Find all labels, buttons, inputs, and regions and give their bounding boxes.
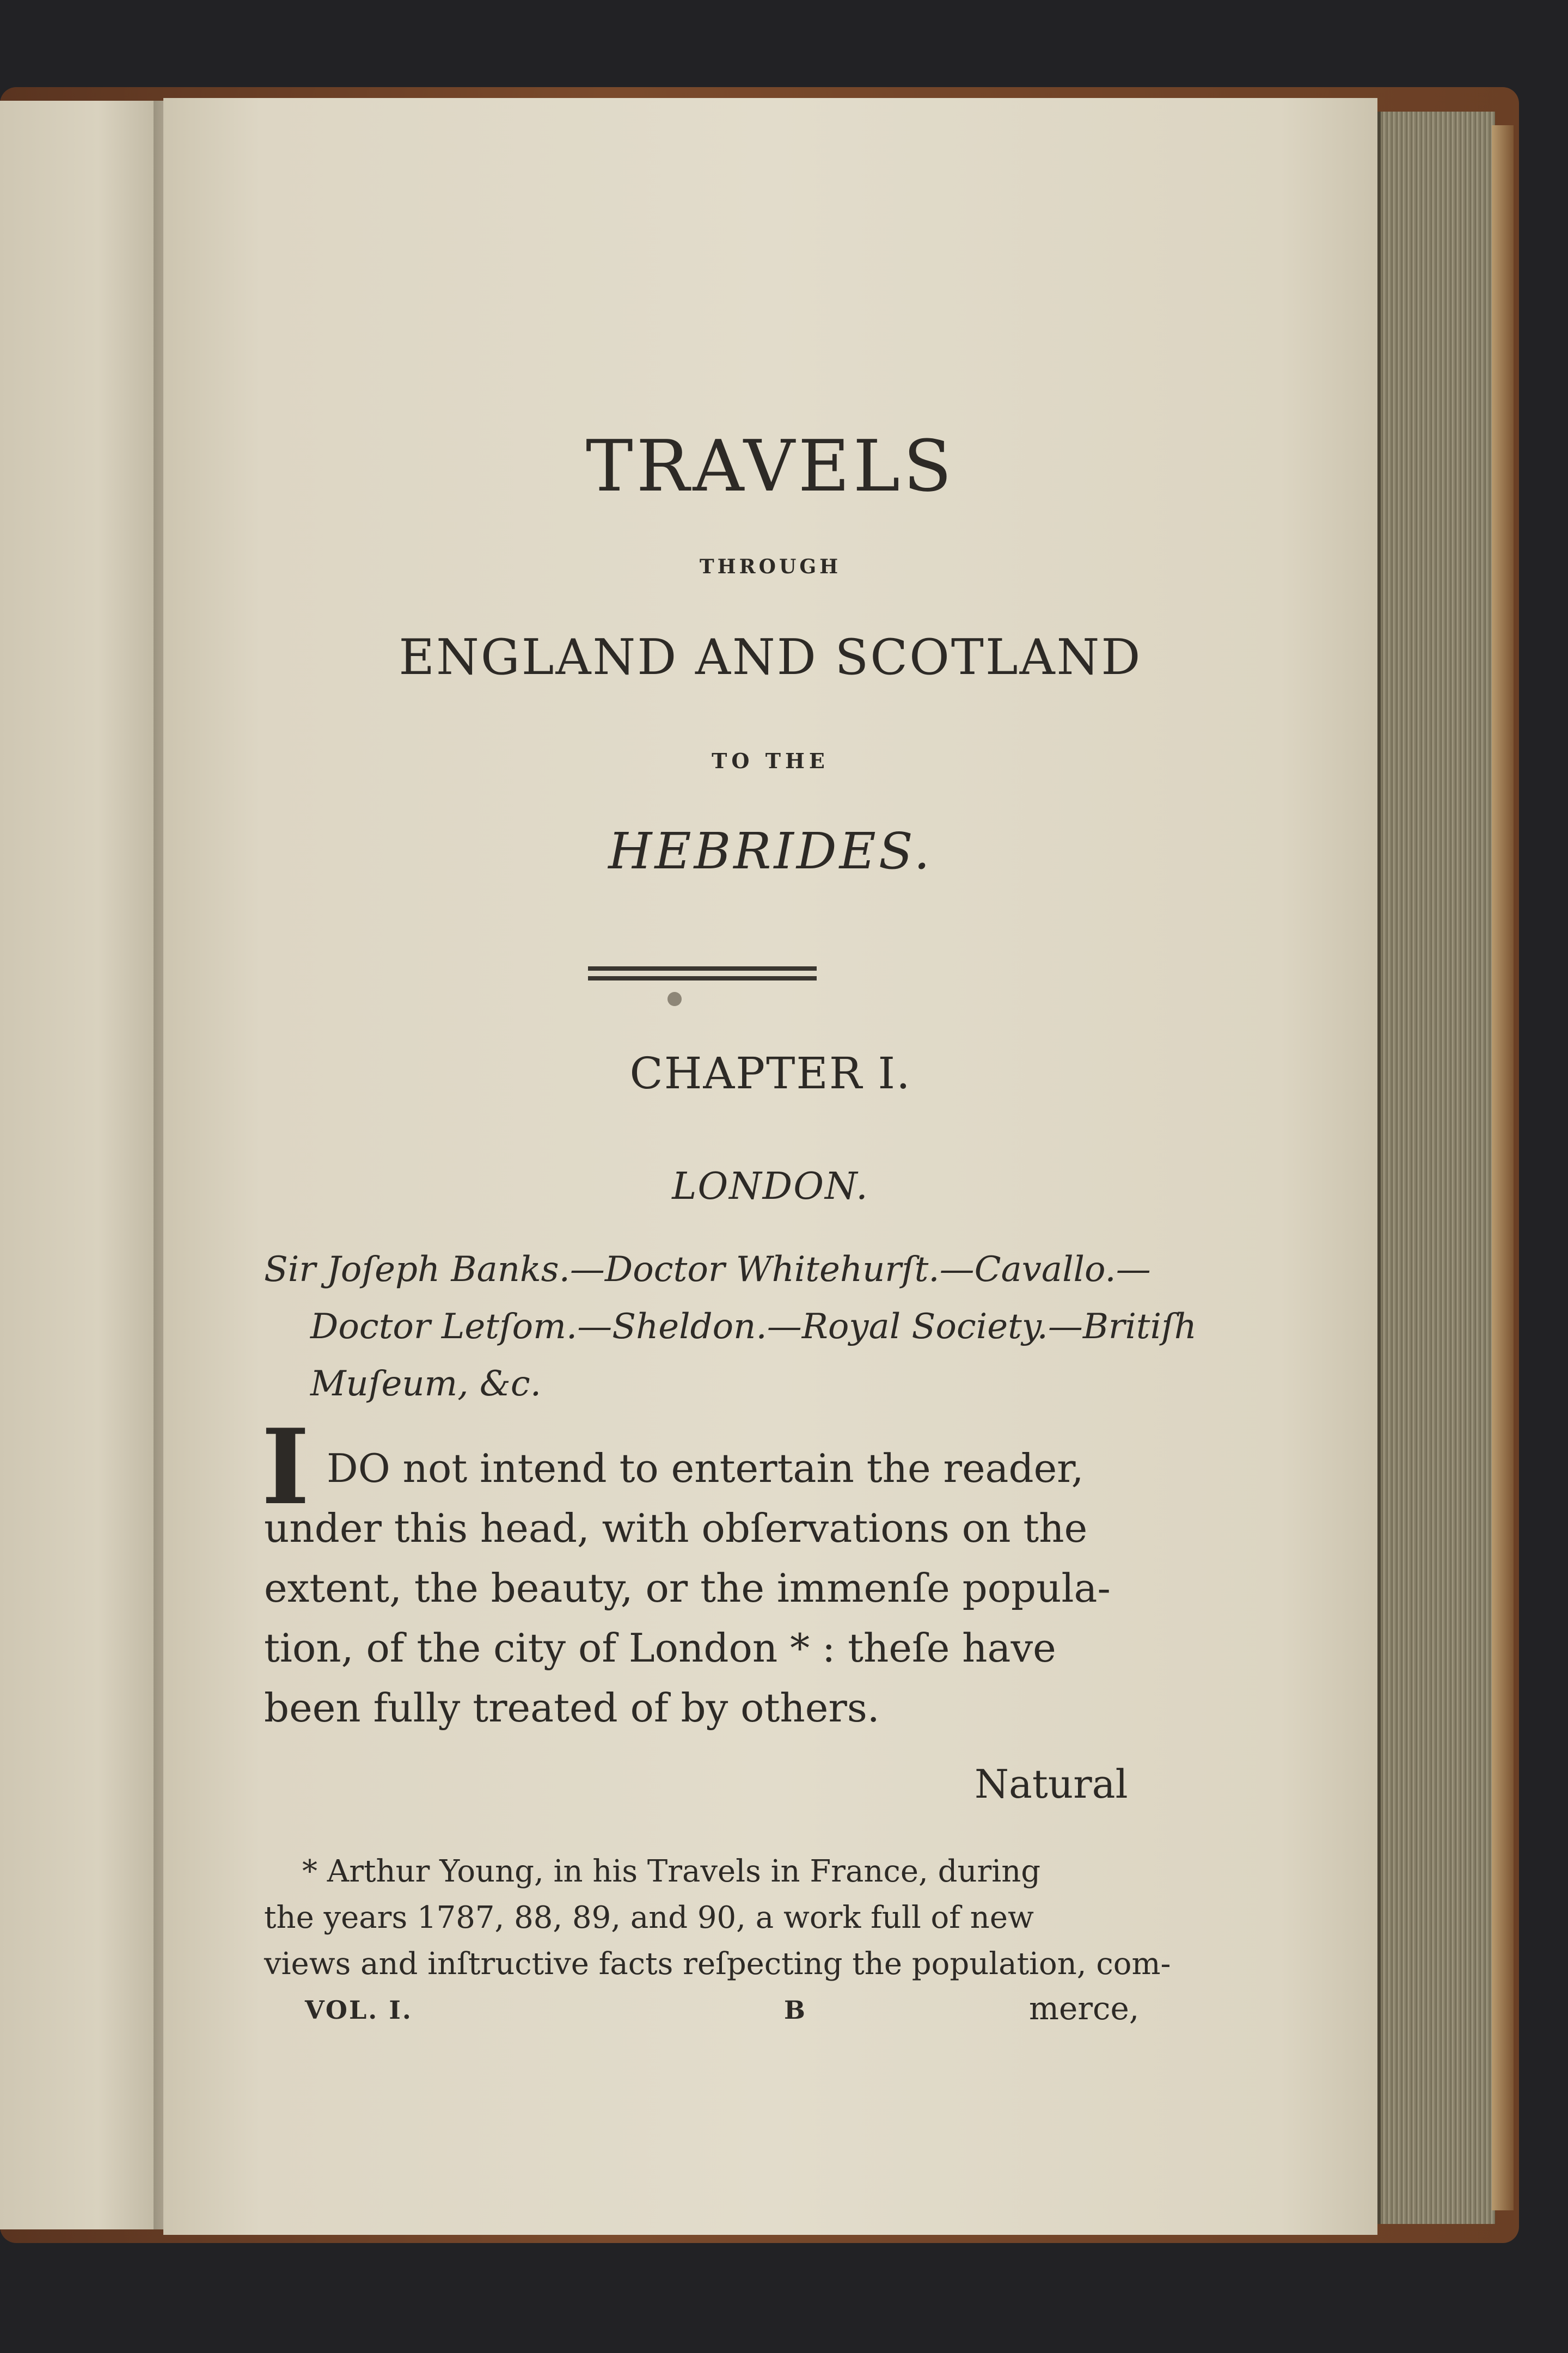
body-line: extent, the beauty, or the immenſe popula- — [264, 1565, 1111, 1611]
volume-mark: VOL. I. — [305, 1995, 413, 2025]
body-line: DO not intend to entertain the reader, — [327, 1445, 1084, 1491]
chapter-location: LONDON. — [672, 1165, 869, 1208]
ornament-rule-top — [588, 966, 817, 971]
title-to-the: TO THE — [712, 749, 829, 773]
book-destination: HEBRIDES. — [608, 822, 933, 880]
catchword: Natural — [975, 1761, 1128, 1807]
body-line: under this head, with obſervations on the — [264, 1505, 1088, 1551]
body-line: tion, of the city of London * : theſe have — [264, 1625, 1056, 1671]
cover-edge — [1492, 125, 1514, 2210]
footnote-catchword: merce, — [1029, 1990, 1140, 2027]
ornament-dot — [667, 992, 682, 1006]
footnote-line: the years 1787, 88, 89, and 90, a work full of new — [264, 1900, 1034, 1935]
book-subtitle: ENGLAND AND SCOTLAND — [399, 629, 1142, 686]
chapter-summary-line: Sir Joſeph Banks.—Doctor Whitehurſt.—Cavallo.— — [264, 1249, 1151, 1290]
book-title: TRAVELS — [585, 425, 955, 507]
signature-mark: B — [784, 1995, 807, 2025]
chapter-summary-line: Doctor Letſom.—Sheldon.—Royal Society.—Britiſh — [310, 1307, 1197, 1347]
footnote-line: * Arthur Young, in his Travels in France, during — [302, 1854, 1041, 1889]
ornament-rule-bottom — [588, 976, 817, 981]
page-edges — [1377, 112, 1495, 2224]
title-through: THROUGH — [699, 555, 842, 578]
drop-cap: I — [261, 1406, 310, 1528]
chapter-summary-line: Muſeum, &c. — [310, 1364, 542, 1404]
body-line: been fully treated of by others. — [264, 1685, 880, 1731]
left-page — [0, 101, 163, 2229]
footnote-line: views and inſtructive facts reſpecting the population, com- — [264, 1946, 1171, 1982]
chapter-heading: CHAPTER I. — [629, 1048, 911, 1099]
